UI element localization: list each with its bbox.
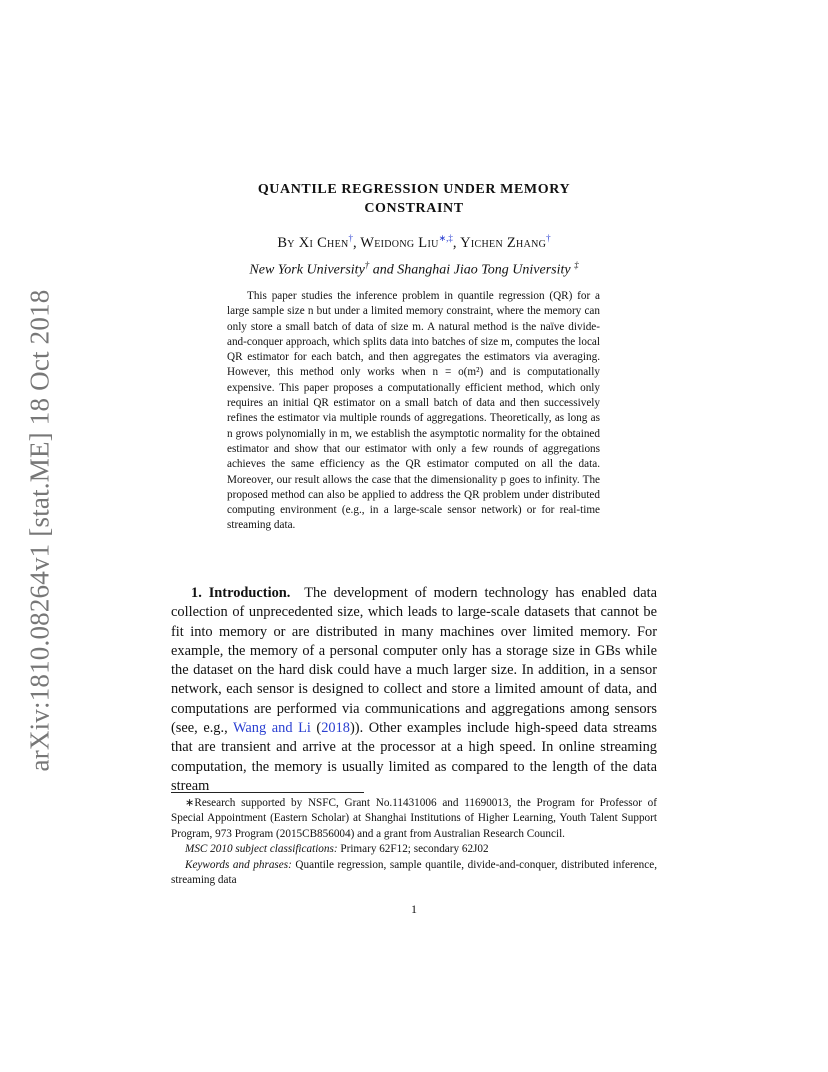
affiliation-mark-dagger: †: [364, 260, 370, 270]
keywords-label: Keywords and phrases:: [185, 858, 292, 871]
author-weidong-liu: Weidong Liu: [360, 234, 439, 251]
author-xi-chen: Xi Chen: [298, 234, 349, 251]
author-yichen-zhang: Yichen Zhang: [460, 234, 547, 251]
author-2-affiliation-mark[interactable]: ∗,‡: [438, 233, 453, 243]
author-separator: ,: [353, 234, 361, 251]
by-label: By: [277, 234, 299, 251]
title-line-1: QUANTILE REGRESSION UNDER MEMORY: [257, 182, 571, 197]
section-heading-introduction: 1. Introduction.: [191, 585, 291, 601]
title-line-2: CONSTRAINT: [364, 201, 464, 216]
author-3-affiliation-mark[interactable]: †: [546, 233, 551, 243]
citation-link-wang-li[interactable]: Wang and Li: [232, 720, 311, 737]
msc-label: MSC 2010 subject classifications:: [185, 843, 338, 856]
author-line: [170, 233, 658, 252]
affiliation-and: and: [369, 262, 398, 278]
citation-paren: (: [310, 720, 322, 737]
abstract: This paper studies the inference problem in quantile regression (QR) for a large sample size n but under a limited memory constraint, where the memory can only store a small batch of data of size m. A natural method is the naïve divide-and-conquer approach, which splits data into batches of size m, computes the local QR estimator for each batch, and then aggregates the estimators via averaging. However, this method only works when n = o(m²) and is computationally expensive. This paper proposes a computationally efficient method, which only requires an initial QR estimator on a small batch of data and then successively refines the estimator via multiple rounds of aggregations. Theoretically, as long as n grows polynomially in m, we establish the asymptotic normality for the obtained estimator and show that our estimator with only a few rounds of aggregations achieves the same efficiency as the QR estimator computed on all the data. Moreover, our result allows the case that the dimensionality p goes to infinity. The proposed method can also be applied to address the QR problem under distributed computing environment (e.g., in a large-scale sensor network) or for real-time streaming data.: [227, 290, 600, 532]
citation-year-link[interactable]: 2018: [321, 720, 350, 737]
footnote-keywords: [171, 858, 657, 889]
keywords-text: Quantile regression, sample quantile, divide-and-conquer, distributed inference, streaming data: [171, 858, 658, 887]
intro-text-part-1: The development of modern technology has enabled data collection of unprecedented size, which leads to large-scale datasets that cannot be fit into memory or are distributed in many machines over limited memory. For example, the memory of a personal computer only has a storage size in GBs while the dataset on the hard disk could have a much larger size. In addition, in a sensor network, each sensor is designed to collect and store a limited amount of data, and computations are performed via communications and aggregations among sensors (see, e.g.,: [171, 585, 658, 737]
msc-text: Primary 62F12; secondary 62J02: [337, 843, 489, 856]
footnote-rule: [171, 792, 364, 793]
affiliation-sjtu: Shanghai Jiao Tong University: [397, 262, 575, 278]
affiliations: [170, 260, 658, 279]
affiliation-mark-double-dagger: ‡: [574, 260, 579, 270]
page-number: 1: [411, 902, 417, 916]
arxiv-side-stamp: [22, 285, 58, 775]
author-1-affiliation-mark[interactable]: †: [348, 233, 353, 243]
footnote-msc: [171, 842, 657, 857]
author-separator: ,: [452, 234, 461, 251]
arxiv-identifier: arXiv:1810.08264v1 [stat.ME] 18 Oct 2018: [24, 289, 55, 771]
paper-title: [200, 180, 628, 218]
introduction-paragraph: [171, 584, 657, 796]
footnote-funding: ∗Research supported by NSFC, Grant No.11431006 and 11690013, the Program for Professor of Special Appointment (Eastern Scholar) at Shanghai Institutions of Higher Learning, Youth Talent Support Program, 973 Program (2015CB856004) and a grant from Australian Research Council.: [171, 797, 657, 840]
intro-text-part-2: )). Other examples include high-speed data streams that are transient and arrive at the processor at a high speed. In online streaming computation, the memory is usually limited as compared to the length of the data stream: [171, 720, 657, 794]
affiliation-nyu: New York University: [249, 262, 365, 278]
footnotes: [171, 796, 657, 888]
